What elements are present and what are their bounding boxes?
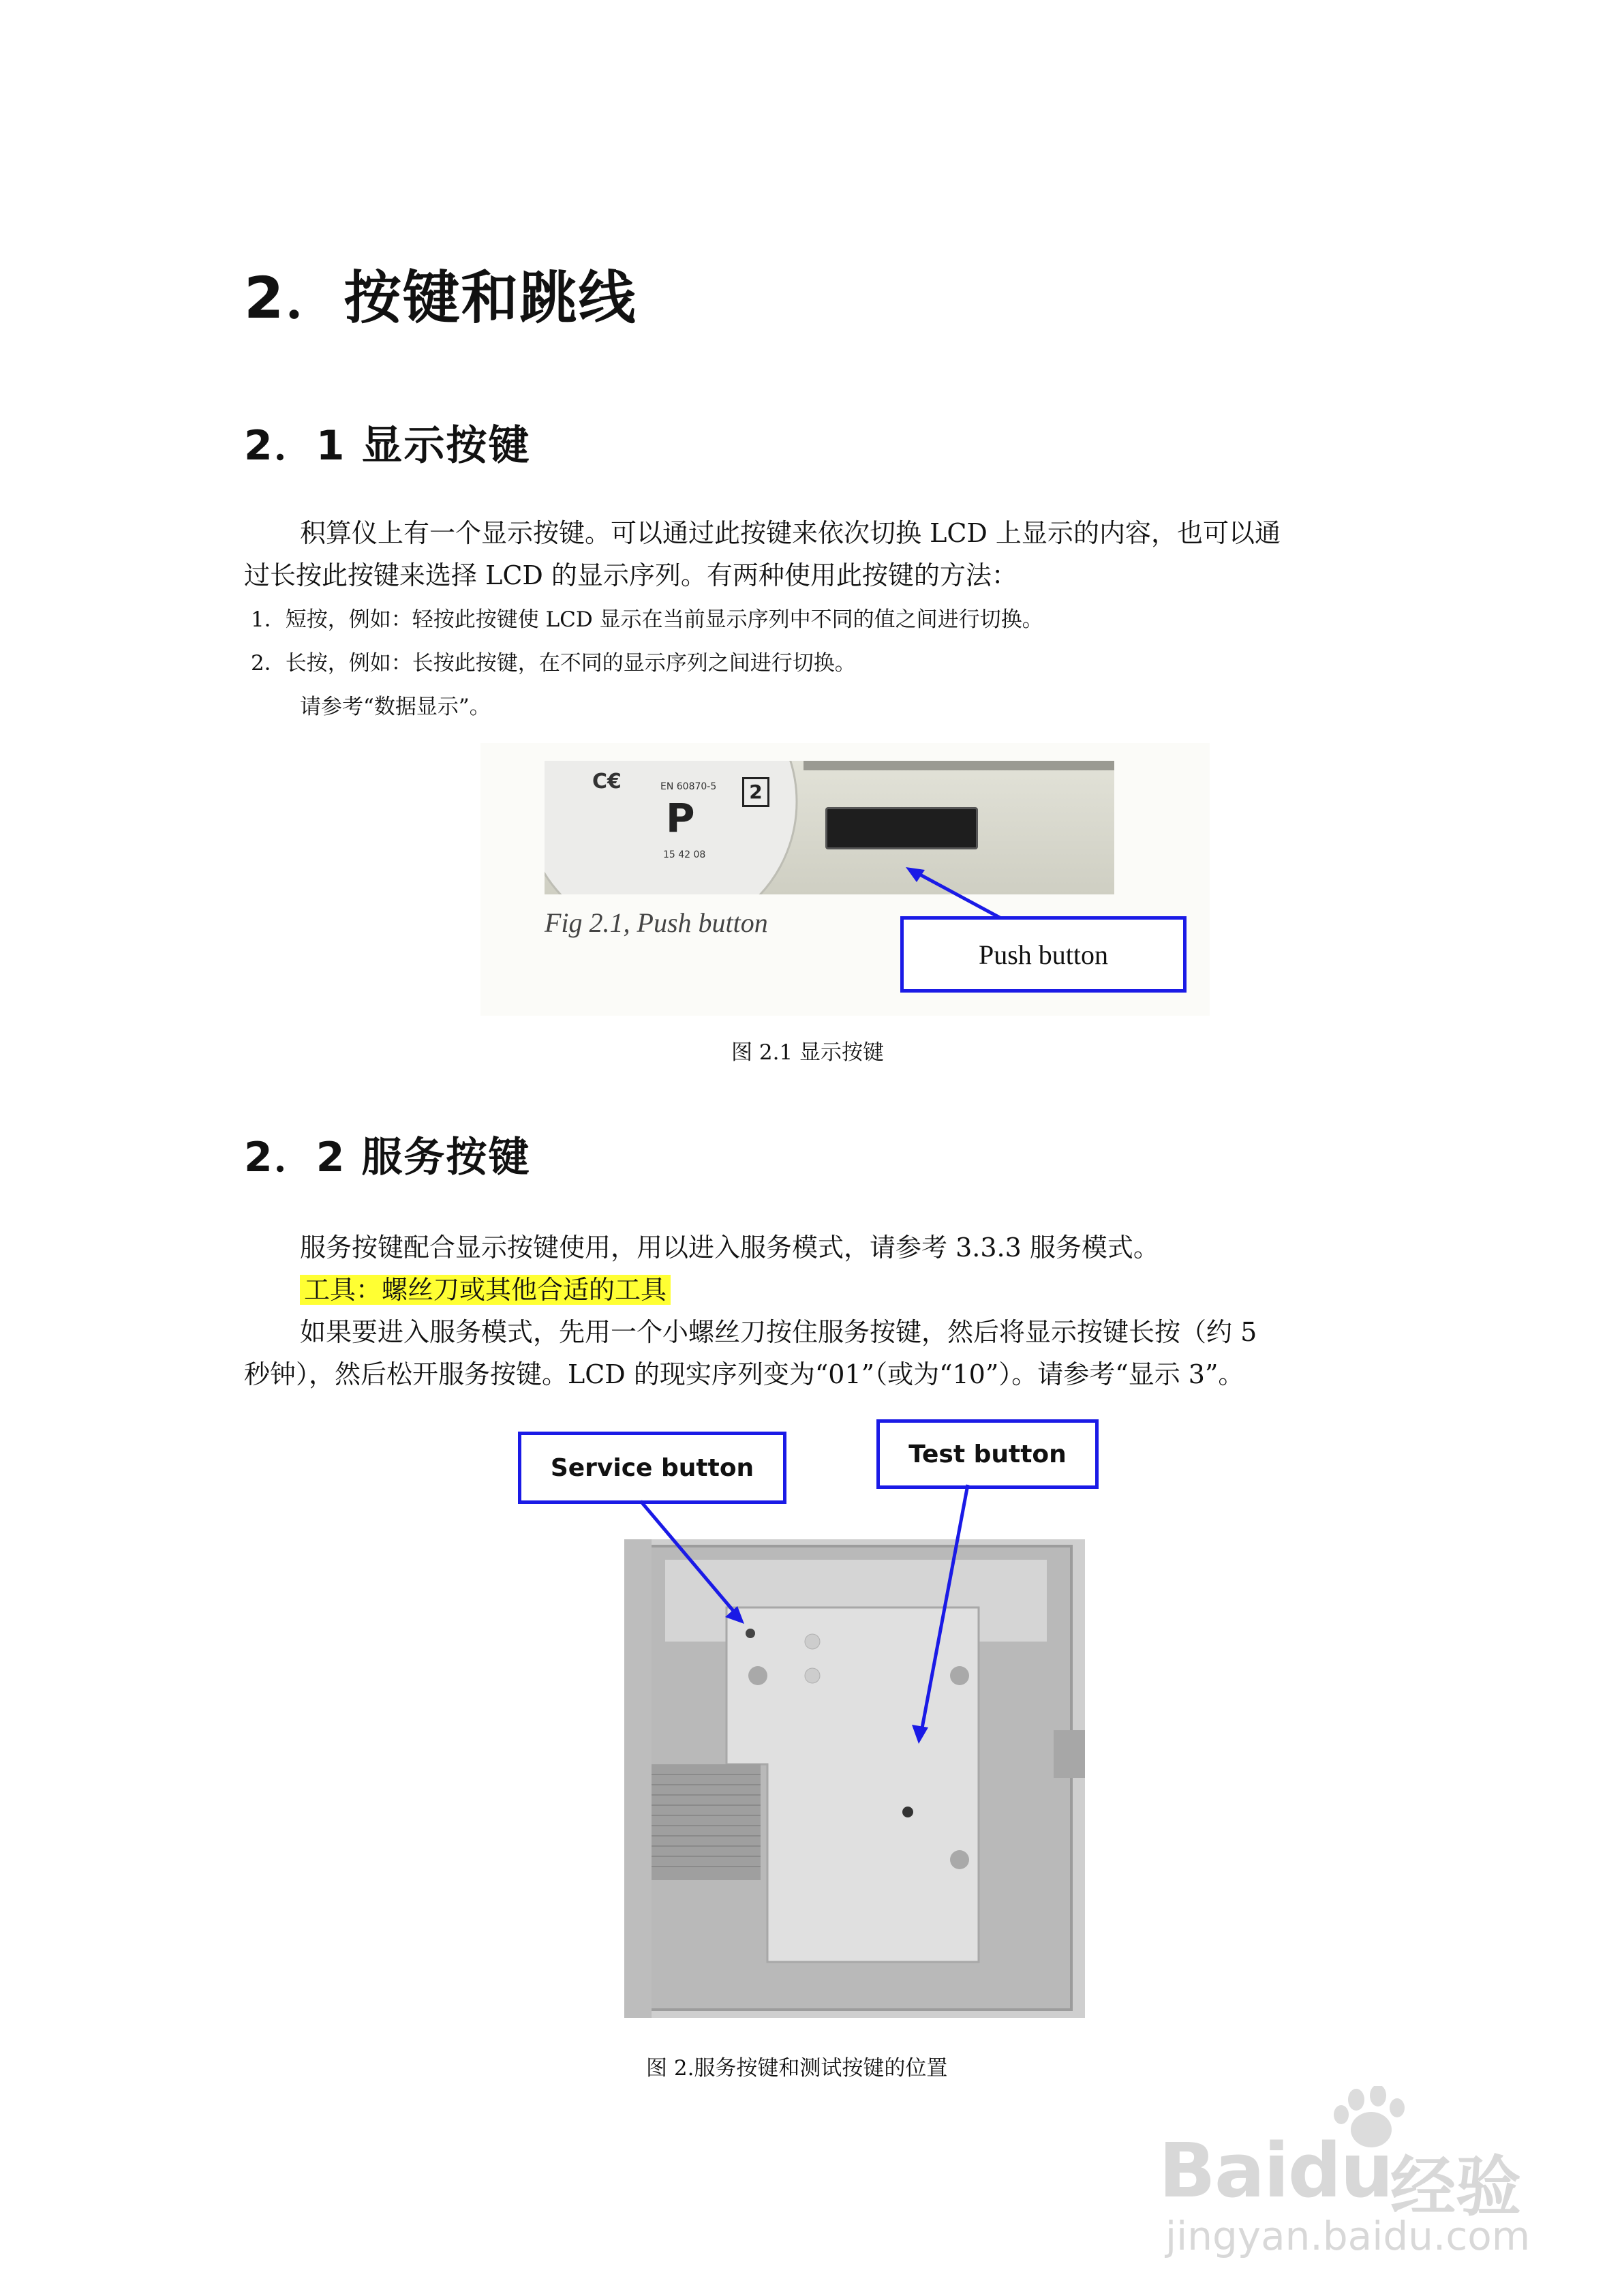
section-title: 2．按键和跳线 <box>244 265 637 331</box>
figure-caption: 图 2.1 显示按键 <box>731 1040 885 1065</box>
watermark-product: 经验 <box>1390 2149 1521 2225</box>
push-button-label: Push button <box>900 916 1187 993</box>
service-button-label: Service button <box>518 1432 786 1504</box>
subsection-title-service-button: 2．2 服务按键 <box>244 1134 531 1181</box>
subsection-title-display-button: 2．1 显示按键 <box>244 422 531 470</box>
watermark-url: jingyan.baidu.com <box>1165 2213 1531 2259</box>
paragraph-line: 过长按此按键来选择 LCD 的显示序列。有两种使用此按键的方法： <box>244 560 1017 590</box>
meter-logo-letter: P <box>666 795 695 841</box>
test-button-label: Test button <box>876 1419 1099 1489</box>
paragraph-line: 如果要进入服务模式，先用一个小螺丝刀按住服务按键，然后将显示按键长按（约 5 <box>300 1317 1257 1347</box>
paragraph-line: 秒钟），然后松开服务按键。LCD 的现实序列变为“01”（或为“10”）。请参考“显示 3”。 <box>244 1359 1244 1389</box>
figure-caption: 图 2.服务按键和测试按键的位置 <box>646 2056 948 2081</box>
pointer-arrow-icon <box>480 743 1210 1016</box>
pointer-arrows-icon <box>518 1418 1111 2031</box>
svg-text:C€: C€ <box>592 770 622 794</box>
list-item: 2．长按，例如：长按此按键，在不同的显示序列之间进行切换。 <box>251 651 856 676</box>
class-badge: 2 <box>742 777 769 807</box>
fig-inline-caption: Fig 2.1, Push button <box>545 907 768 938</box>
paragraph-line: 积算仪上有一个显示按键。可以通过此按键来依次切换 LCD 上显示的内容，也可以通 <box>300 518 1281 548</box>
figure-service-test-buttons <box>518 1418 1111 2031</box>
watermark-brand: Baidu <box>1159 2127 1392 2214</box>
meter-serial-text: 15 42 08 <box>663 849 706 860</box>
reference-note: 请参考“数据显示”。 <box>300 695 491 719</box>
figure-push-button <box>480 743 1210 1016</box>
tool-note <box>300 1269 671 1310</box>
list-item: 1．短按，例如：轻按此按键使 LCD 显示在当前显示序列中不同的值之间进行切换。 <box>251 607 1043 632</box>
highlighted-text: 工具：螺丝刀或其他合适的工具 <box>300 1275 671 1305</box>
meter-standard-text: EN 60870-5 <box>660 781 717 792</box>
paragraph-line: 服务按键配合显示按键使用，用以进入服务模式，请参考 3.3.3 服务模式。 <box>300 1233 1159 1263</box>
baidu-watermark <box>1159 2086 1540 2259</box>
